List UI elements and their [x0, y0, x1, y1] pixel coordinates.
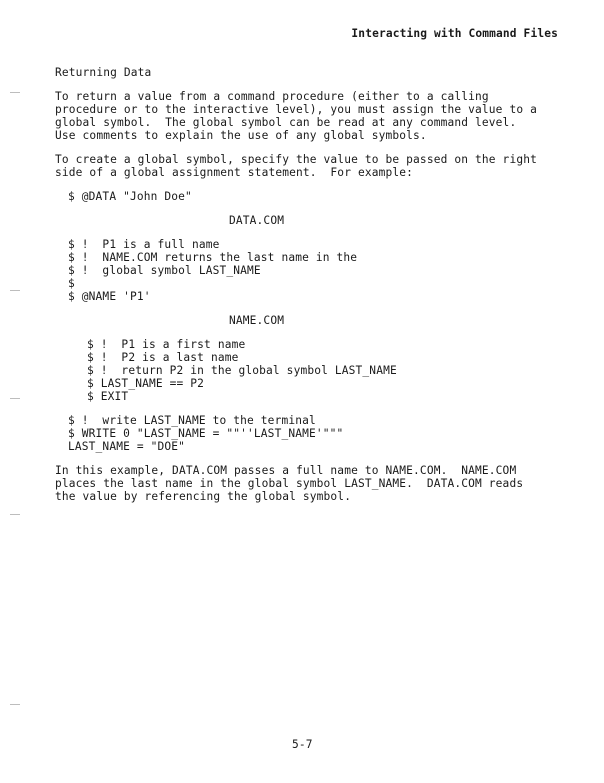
data-com-label: DATA.COM: [229, 214, 285, 227]
paragraph-3-line: places the last name in the global symbol LAST_NAME. DATA.COM reads: [55, 477, 524, 490]
data-com-line: $ ! P1 is a full name: [68, 238, 220, 251]
paragraph-2-line: side of a global assignment statement. For example:: [55, 166, 414, 179]
data-com-line: $ @NAME 'P1': [68, 290, 151, 303]
paragraph-1-line: global symbol. The global symbol can be read at any command level.: [55, 116, 517, 129]
scan-margin-mark: [10, 514, 20, 515]
scan-margin-mark: [10, 92, 20, 93]
running-head: Interacting with Command Files: [351, 27, 558, 40]
paragraph-3-line: In this example, DATA.COM passes a full name to NAME.COM. NAME.COM: [55, 464, 517, 477]
paragraph-2-line: To create a global symbol, specify the value to be passed on the right: [55, 153, 537, 166]
page-number: 5-7: [292, 738, 313, 751]
paragraph-1-line: Use comments to explain the use of any global symbols.: [55, 129, 427, 142]
example-tail-line: LAST_NAME = "DOE": [68, 440, 186, 453]
name-com-line: $ EXIT: [87, 390, 129, 403]
paragraph-1-line: To return a value from a command procedure (either to a calling: [55, 90, 489, 103]
paragraph-1-line: procedure or to the interactive level), you must assign the value to a: [55, 103, 537, 116]
example-invocation: $ @DATA "John Doe": [68, 190, 192, 203]
name-com-line: $ ! P2 is a last name: [87, 351, 239, 364]
example-tail-line: $ WRITE 0 "LAST_NAME = ""''LAST_NAME'""": [68, 427, 344, 440]
name-com-line: $ LAST_NAME == P2: [87, 377, 205, 390]
data-com-line: $ ! global symbol LAST_NAME: [68, 264, 261, 277]
scan-margin-mark: [10, 398, 20, 399]
data-com-line: $ ! NAME.COM returns the last name in the: [68, 251, 358, 264]
scan-margin-mark: [10, 290, 20, 291]
scan-margin-mark: [10, 704, 20, 705]
data-com-line: $: [68, 277, 75, 290]
name-com-line: $ ! P1 is a first name: [87, 338, 246, 351]
section-heading: Returning Data: [55, 66, 152, 79]
example-tail-line: $ ! write LAST_NAME to the terminal: [68, 414, 316, 427]
paragraph-3-line: the value by referencing the global symbol.: [55, 490, 352, 503]
name-com-label: NAME.COM: [229, 314, 285, 327]
name-com-line: $ ! return P2 in the global symbol LAST_NAME: [87, 364, 397, 377]
